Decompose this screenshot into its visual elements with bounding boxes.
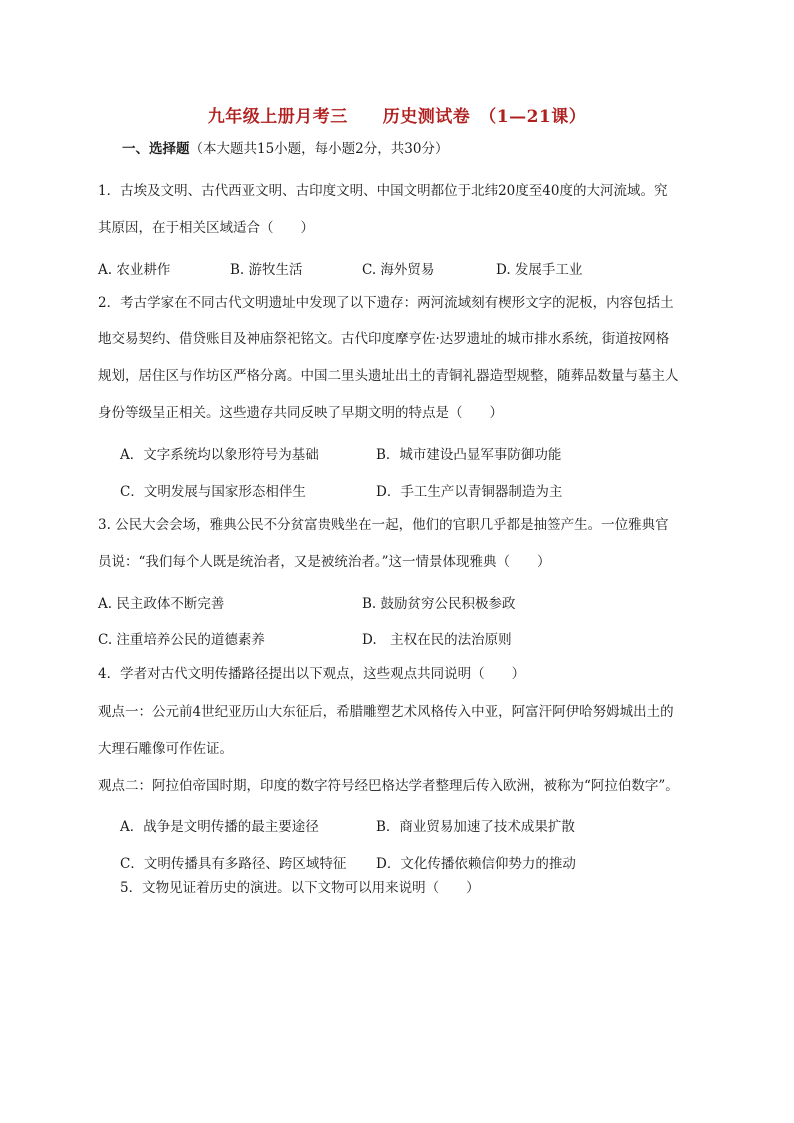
question-4-viewpoint-2: 观点二：阿拉伯帝国时期，印度的数字符号经巴格达学者整理后传入欧洲，被称为“阿拉伯数字”。 [98,778,679,794]
exam-title: 九年级上册月考三 历史测试卷 （1—21课） [207,107,587,127]
question-2-option-a: A．文字系统均以象形符号为基础 [120,447,319,463]
question-4-option-a: A．战争是文明传播的最主要途径 [120,819,319,835]
question-3-stem-line-1: 3. 公民大会会场，雅典公民不分贫富贵贱坐在一起，他们的官职几乎都是抽签产生。一位雅典官 [98,517,669,533]
question-5-stem-line-1: 5．文物见证着历史的演进。以下文物可以用来说明（ ） [120,880,480,896]
question-2-stem-line-1: 2．考古学家在不同古代文明遗址中发现了以下遗存：两河流域刻有楔形文字的泥板，内容包括土 [98,295,674,311]
question-2-stem-line-3: 规划，居住区与作坊区严格分离。中国二里头遗址出土的青铜礼器造型规整，随葬品数量与墓主人 [98,368,679,384]
question-1-option-a: A. 农业耕作 [98,262,171,278]
section-heading [122,140,448,158]
question-2-option-c: C．文明发展与国家形态相伴生 [120,484,306,500]
question-1-option-c: C. 海外贸易 [362,262,435,278]
question-3-option-c: C. 注重培养公民的道德素养 [98,632,265,648]
question-3-stem-line-2: 员说：“我们每个人既是统治者，又是被统治者。”这一情景体现雅典（ ） [98,554,551,570]
question-1-stem-line-1: 1．古埃及文明、古代西亚文明、古印度文明、中国文明都位于北纬20度至40度的大河流域。究 [98,183,668,199]
question-4-option-d: D．文化传播依赖信仰势力的推动 [376,856,576,872]
question-1-option-b: B. 游牧生活 [230,262,303,278]
question-2-option-d: D．手工生产以青铜器制造为主 [376,484,563,500]
question-4-viewpoint-1-line-1: 观点一：公元前4世纪亚历山大东征后，希腊雕塑艺术风格传入中亚，阿富汗阿伊哈努姆城出土的 [98,704,674,720]
question-4-stem-line-1: 4．学者对古代文明传播路径提出以下观点，这些观点共同说明（ ） [98,666,526,682]
question-4-option-c: C．文明传播具有多路径、跨区域特征 [120,856,347,872]
question-3-option-d: D. 主权在民的法治原则 [362,632,512,648]
question-4-viewpoint-1-line-2: 大理石雕像可作佐证。 [98,741,233,757]
section-note: （本大题共15小题，每小题2分，共30分） [189,141,449,157]
question-2-stem-line-2: 地交易契约、借贷账目及神庙祭祀铭文。古代印度摩亨佐·达罗遗址的城市排水系统，街道按网格 [98,331,670,347]
question-4-option-b: B．商业贸易加速了技术成果扩散 [376,819,575,835]
question-3-option-a: A. 民主政体不断完善 [98,596,225,612]
question-2-stem-line-4: 身份等级呈正相关。这些遗存共同反映了早期文明的特点是（ ） [98,405,503,421]
question-2-option-b: B．城市建设凸显军事防御功能 [376,447,562,463]
section-label: 一、选择题 [122,141,190,157]
question-3-option-b: B. 鼓励贫穷公民积极参政 [362,596,516,612]
question-1-stem-line-2: 其原因，在于相关区域适合（ ） [98,220,314,236]
question-1-option-d: D. 发展手工业 [496,262,583,278]
